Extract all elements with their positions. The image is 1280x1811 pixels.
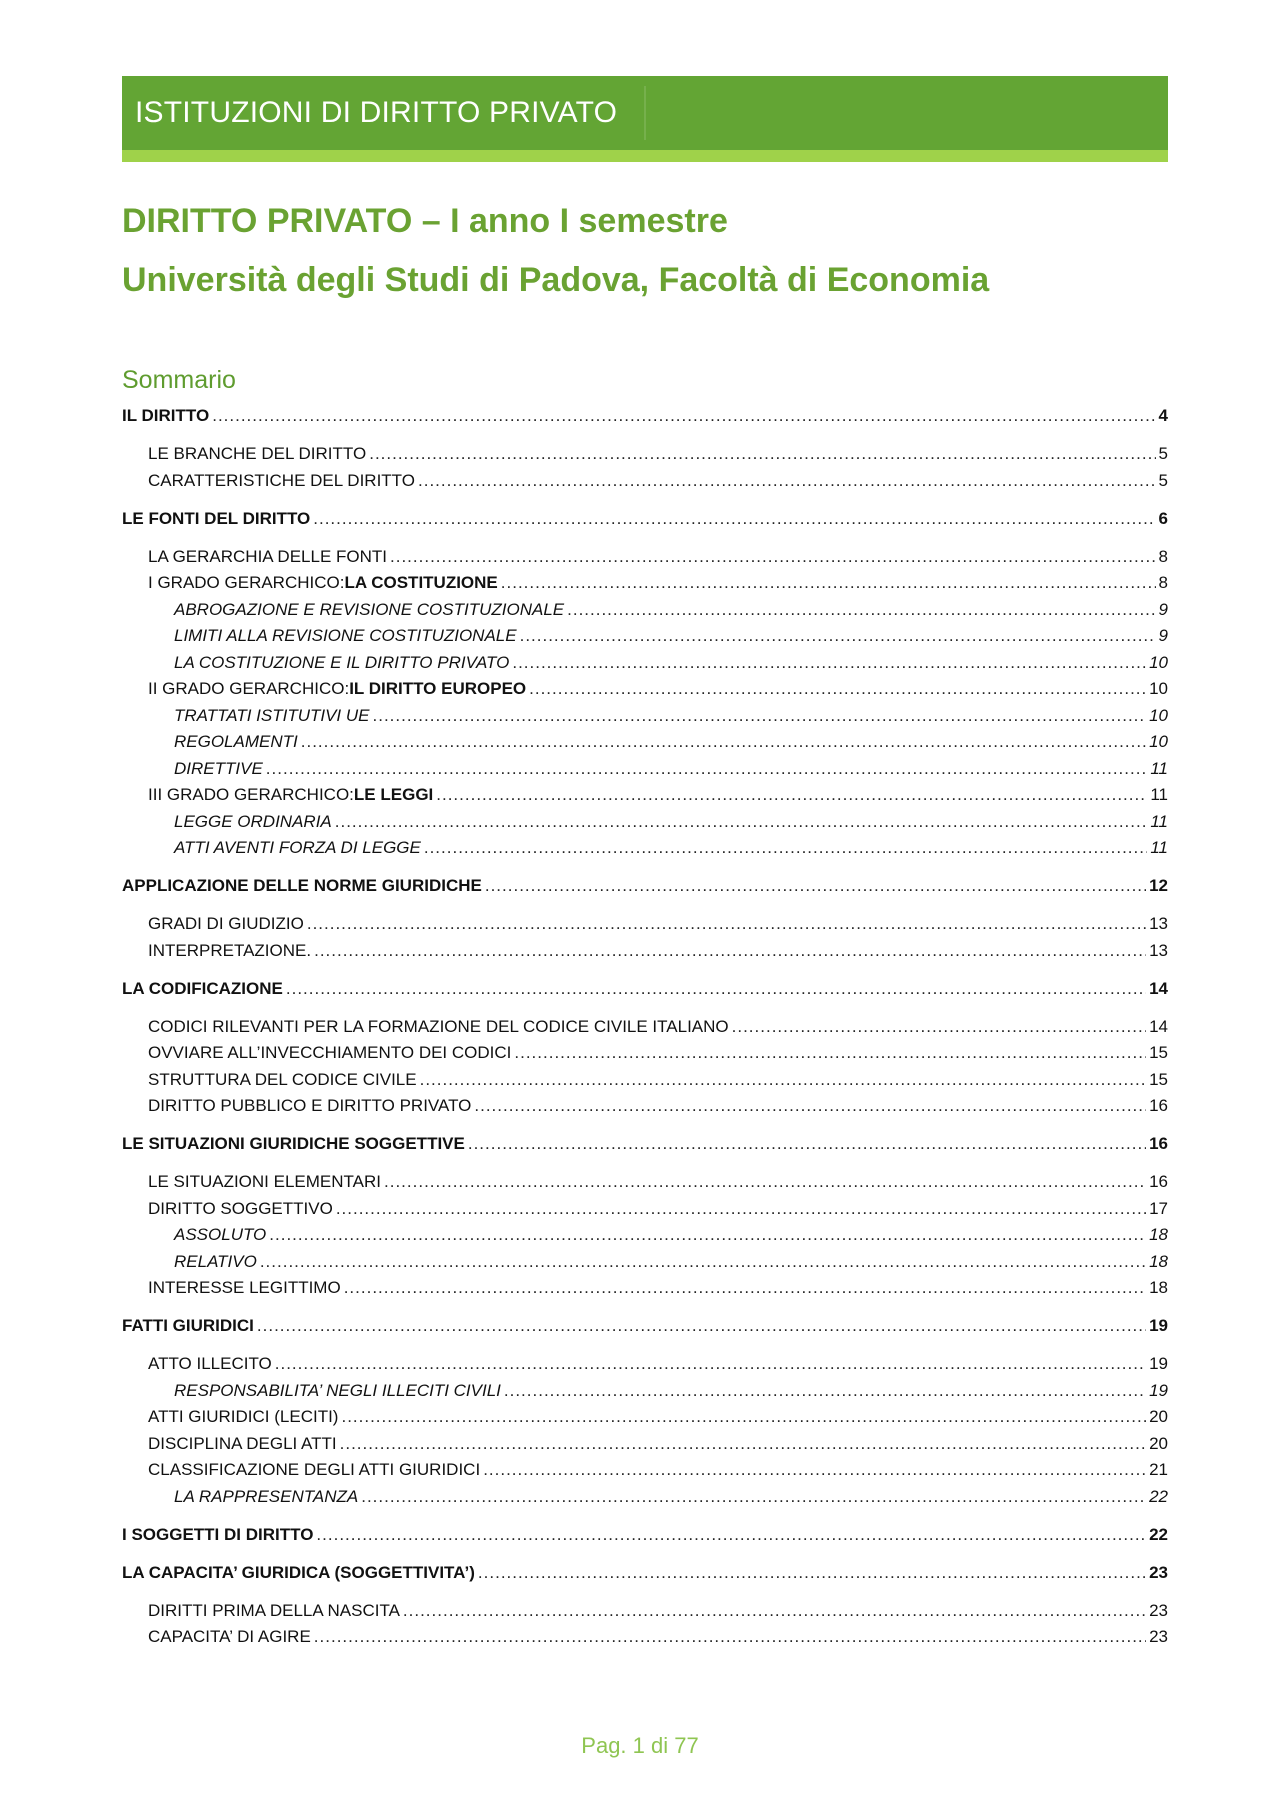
toc-section-link[interactable] bbox=[148, 1599, 1168, 1623]
toc-page-number: 18 bbox=[1149, 1278, 1168, 1297]
toc-page-number: 18 bbox=[1149, 1251, 1168, 1271]
toc-page-number: 6 bbox=[1158, 508, 1168, 528]
toc-dot-leader bbox=[424, 836, 1147, 860]
toc-dot-leader bbox=[420, 1068, 1146, 1092]
toc-dot-leader bbox=[373, 704, 1147, 728]
document-subtitle: Università degli Studi di Padova, Facoltà di Economia bbox=[122, 261, 990, 299]
toc-subsection-link[interactable] bbox=[174, 704, 1168, 728]
toc-entry-title: LEGGE ORDINARIA bbox=[174, 811, 332, 831]
toc-section-link[interactable] bbox=[148, 442, 1168, 466]
toc-page-number: 19 bbox=[1149, 1380, 1168, 1400]
toc-dot-leader bbox=[483, 1458, 1146, 1482]
toc-dot-leader bbox=[314, 1625, 1146, 1649]
toc-dot-leader bbox=[257, 1314, 1146, 1338]
toc-dot-leader bbox=[313, 507, 1155, 531]
toc-page-number: 10 bbox=[1149, 705, 1168, 725]
toc-entry-title: DIRITTO SOGGETTIVO bbox=[148, 1198, 333, 1218]
toc-chapter-link[interactable] bbox=[122, 1523, 1168, 1547]
toc-dot-leader bbox=[316, 1523, 1146, 1547]
toc-page-number: 11 bbox=[1150, 785, 1168, 804]
toc-page-number: 17 bbox=[1149, 1198, 1168, 1218]
toc-entry-title: ASSOLUTO bbox=[174, 1225, 267, 1244]
toc-page-number: 12 bbox=[1149, 876, 1168, 895]
toc-page-number: 5 bbox=[1158, 444, 1168, 463]
toc-dot-leader bbox=[501, 571, 1156, 595]
toc-entry-title: ATTO ILLECITO bbox=[148, 1354, 272, 1373]
toc-section-link[interactable] bbox=[148, 1068, 1168, 1092]
toc-entry-title: DIRITTO PUBBLICO E DIRITTO PRIVATO bbox=[148, 1096, 472, 1115]
toc-dot-leader bbox=[340, 1432, 1146, 1456]
toc-page-number: 10 bbox=[1149, 652, 1168, 672]
toc-dot-leader bbox=[335, 810, 1148, 834]
toc-entry-title: IL DIRITTO bbox=[122, 406, 210, 425]
toc-section-link[interactable] bbox=[148, 1625, 1168, 1649]
toc-page-number: 22 bbox=[1149, 1524, 1168, 1544]
toc-dot-leader bbox=[269, 1223, 1146, 1247]
toc-dot-leader bbox=[474, 1094, 1146, 1118]
toc-page-number: 19 bbox=[1149, 1316, 1168, 1335]
toc-entry-title: APPLICAZIONE DELLE NORME GIURIDICHE bbox=[122, 876, 482, 895]
toc-subsection-link[interactable] bbox=[174, 730, 1168, 754]
toc-entry-title: CLASSIFICAZIONE DEGLI ATTI GIURIDICI bbox=[148, 1460, 481, 1479]
toc-page-number: 22 bbox=[1149, 1486, 1168, 1506]
toc-page-number: 11 bbox=[1150, 811, 1168, 831]
toc-dot-leader bbox=[301, 730, 1146, 754]
toc-section-link[interactable] bbox=[148, 1197, 1168, 1221]
header-title: ISTITUZIONI DI DIRITTO PRIVATO bbox=[135, 96, 618, 129]
toc-dot-leader bbox=[266, 757, 1148, 781]
toc-dot-leader bbox=[212, 404, 1155, 428]
toc-section-link[interactable] bbox=[148, 1041, 1168, 1065]
toc-dot-leader bbox=[512, 651, 1146, 675]
toc-entry-title: TRATTATI ISTITUTIVI UE bbox=[174, 705, 370, 725]
toc-entry-title: RESPONSABILITA’ NEGLI ILLECITI CIVILI bbox=[174, 1380, 501, 1400]
toc-dot-leader bbox=[361, 1485, 1146, 1509]
toc-entry-title: FATTI GIURIDICI bbox=[122, 1316, 254, 1335]
toc-dot-leader bbox=[529, 677, 1146, 701]
toc-dot-leader bbox=[520, 624, 1156, 648]
toc-section-link[interactable] bbox=[148, 1432, 1168, 1456]
toc-dot-leader bbox=[436, 783, 1147, 807]
toc-entry-title: LE SITUAZIONI GIURIDICHE SOGGETTIVE bbox=[122, 1134, 465, 1153]
toc-entry-title: INTERESSE LEGITTIMO bbox=[148, 1278, 341, 1297]
toc-page-number: 18 bbox=[1149, 1225, 1168, 1244]
toc-subsection-link[interactable] bbox=[174, 624, 1168, 648]
toc-dot-leader bbox=[275, 1352, 1146, 1376]
toc-entry-title: LA CODIFICAZIONE bbox=[122, 978, 283, 998]
toc-entry-title: LE BRANCHE DEL DIRITTO bbox=[148, 444, 367, 463]
toc-entry-title: I GRADO GERARCHICO: bbox=[148, 573, 345, 592]
toc-dot-leader bbox=[732, 1015, 1146, 1039]
toc-entry-title-emphasis: IL DIRITTO EUROPEO bbox=[349, 679, 527, 698]
toc-entry-title: CARATTERISTICHE DEL DIRITTO bbox=[148, 470, 415, 490]
toc-dot-leader bbox=[390, 545, 1156, 569]
toc-chapter-link[interactable] bbox=[122, 404, 1168, 428]
toc-page-number: 10 bbox=[1149, 732, 1168, 751]
toc-dot-leader bbox=[314, 939, 1146, 963]
toc-entry-title: LE FONTI DEL DIRITTO bbox=[122, 508, 311, 528]
toc-section-link[interactable] bbox=[148, 912, 1168, 936]
toc-dot-leader bbox=[260, 1250, 1146, 1274]
toc-entry-title: ATTI AVENTI FORZA DI LEGGE bbox=[174, 838, 421, 857]
toc-dot-leader bbox=[514, 1041, 1146, 1065]
toc-page-number: 8 bbox=[1158, 573, 1168, 592]
toc-entry-title: CAPACITA’ DI AGIRE bbox=[148, 1627, 311, 1646]
toc-page-number: 19 bbox=[1149, 1354, 1168, 1373]
toc-subsection-link[interactable] bbox=[174, 757, 1168, 781]
toc-entry-title: STRUTTURA DEL CODICE CIVILE bbox=[148, 1069, 417, 1089]
toc-page-number: 14 bbox=[1149, 978, 1168, 998]
toc-subsection-link[interactable] bbox=[174, 651, 1168, 675]
toc-section-link[interactable] bbox=[148, 545, 1168, 569]
toc-entry-title: DISCIPLINA DEGLI ATTI bbox=[148, 1433, 337, 1453]
toc-page-number: 9 bbox=[1158, 626, 1168, 645]
toc-entry-title: I SOGGETTI DI DIRITTO bbox=[122, 1524, 314, 1544]
toc-entry-title: GRADI DI GIUDIZIO bbox=[148, 914, 304, 933]
toc-page-number: 15 bbox=[1149, 1069, 1168, 1089]
toc-dot-leader bbox=[485, 874, 1146, 898]
toc-chapter-link[interactable] bbox=[122, 1314, 1168, 1338]
toc-dot-leader bbox=[344, 1276, 1146, 1300]
toc-entry-title: ABROGAZIONE E REVISIONE COSTITUZIONALE bbox=[174, 599, 565, 619]
toc-entry-title: LIMITI ALLA REVISIONE COSTITUZIONALE bbox=[174, 626, 517, 645]
toc-page-number: 14 bbox=[1149, 1016, 1168, 1036]
header-accent-stripe bbox=[122, 150, 1168, 162]
toc-section-link[interactable] bbox=[148, 1352, 1168, 1376]
toc-section-link[interactable] bbox=[148, 1405, 1168, 1429]
toc-subsection-link[interactable] bbox=[174, 836, 1168, 860]
toc-section-link[interactable] bbox=[148, 677, 1168, 701]
toc-entry-title: LA GERARCHIA DELLE FONTI bbox=[148, 546, 388, 566]
toc-page-number: 13 bbox=[1149, 914, 1168, 933]
toc-chapter-link[interactable] bbox=[122, 977, 1168, 1001]
toc-page-number: 16 bbox=[1149, 1096, 1168, 1115]
toc-subsection-link[interactable] bbox=[174, 1223, 1168, 1247]
toc-page-number: 8 bbox=[1158, 546, 1168, 566]
toc-entry-title: CODICI RILEVANTI PER LA FORMAZIONE DEL CODICE CIVILE ITALIANO bbox=[148, 1016, 729, 1036]
toc-entry-title: III GRADO GERARCHICO: bbox=[148, 785, 354, 804]
toc-page-number: 20 bbox=[1149, 1407, 1168, 1426]
toc-section-link[interactable] bbox=[148, 571, 1168, 595]
toc-entry-title-emphasis: LE LEGGI bbox=[353, 785, 434, 804]
summary-heading: Sommario bbox=[122, 366, 236, 394]
toc-subsection-link[interactable] bbox=[174, 810, 1168, 834]
toc-section-link[interactable] bbox=[148, 783, 1168, 807]
document-title: DIRITTO PRIVATO – I anno I semestre bbox=[122, 202, 728, 240]
toc-page-number: 20 bbox=[1149, 1433, 1168, 1453]
toc-entry-title: LA COSTITUZIONE E IL DIRITTO PRIVATO bbox=[174, 652, 510, 672]
toc-entry-title: OVVIARE ALL’INVECCHIAMENTO DEI CODICI bbox=[148, 1043, 512, 1062]
toc-dot-leader bbox=[418, 469, 1156, 493]
toc-dot-leader bbox=[336, 1197, 1146, 1221]
toc-entry-title: RELATIVO bbox=[174, 1251, 257, 1271]
toc-dot-leader bbox=[286, 977, 1146, 1001]
header-divider bbox=[644, 86, 646, 140]
toc-page-number: 16 bbox=[1149, 1134, 1168, 1153]
toc-page-number: 13 bbox=[1149, 940, 1168, 960]
toc-entry-title: DIRITTI PRIMA DELLA NASCITA bbox=[148, 1600, 400, 1620]
toc-dot-leader bbox=[567, 598, 1155, 622]
toc-page-number: 23 bbox=[1149, 1562, 1168, 1582]
toc-chapter-link[interactable] bbox=[122, 1561, 1168, 1585]
toc-dot-leader bbox=[403, 1599, 1146, 1623]
toc-chapter-link[interactable] bbox=[122, 1132, 1168, 1156]
toc-dot-leader bbox=[369, 442, 1155, 466]
toc-entry-title: LE SITUAZIONI ELEMENTARI bbox=[148, 1172, 382, 1191]
toc-chapter-link[interactable] bbox=[122, 874, 1168, 898]
toc-subsection-link[interactable] bbox=[174, 1250, 1168, 1274]
toc-entry-title: II GRADO GERARCHICO: bbox=[148, 679, 350, 698]
toc-dot-leader bbox=[307, 912, 1146, 936]
toc-subsection-link[interactable] bbox=[174, 1379, 1168, 1403]
toc-page-number: 21 bbox=[1149, 1460, 1168, 1479]
toc-section-link[interactable] bbox=[148, 1276, 1168, 1300]
toc-section-link[interactable] bbox=[148, 1015, 1168, 1039]
toc-entry-title: LA RAPPRESENTANZA bbox=[174, 1486, 359, 1506]
toc-dot-leader bbox=[478, 1561, 1146, 1585]
toc-entry-title-emphasis: LA COSTITUZIONE bbox=[344, 573, 498, 592]
toc-page-number: 11 bbox=[1150, 838, 1168, 857]
toc-page-number: 10 bbox=[1149, 679, 1168, 698]
page-number: Pag. 1 di 77 bbox=[581, 1733, 699, 1758]
toc-page-number: 23 bbox=[1149, 1627, 1168, 1646]
toc-entry-title: LA CAPACITA’ GIURIDICA (SOGGETTIVITA’) bbox=[122, 1562, 475, 1582]
toc-dot-leader bbox=[504, 1379, 1146, 1403]
toc-page-number: 23 bbox=[1149, 1600, 1168, 1620]
toc-dot-leader bbox=[341, 1405, 1146, 1429]
toc-page-number: 5 bbox=[1158, 470, 1168, 490]
toc-page-number: 16 bbox=[1149, 1172, 1168, 1191]
toc-entry-title: DIRETTIVE bbox=[174, 758, 263, 778]
toc-dot-leader bbox=[468, 1132, 1146, 1156]
toc-dot-leader bbox=[384, 1170, 1146, 1194]
toc-entry-title: INTERPRETAZIONE. bbox=[148, 940, 312, 960]
toc-page-number: 15 bbox=[1149, 1043, 1168, 1062]
toc-section-link[interactable] bbox=[148, 1094, 1168, 1118]
toc-entry-title: REGOLAMENTI bbox=[174, 732, 298, 751]
toc-section-link[interactable] bbox=[148, 939, 1168, 963]
toc-subsection-link[interactable] bbox=[174, 1485, 1168, 1509]
toc-section-link[interactable] bbox=[148, 1458, 1168, 1482]
toc-subsection-link[interactable] bbox=[174, 598, 1168, 622]
toc-section-link[interactable] bbox=[148, 469, 1168, 493]
toc-section-link[interactable] bbox=[148, 1170, 1168, 1194]
toc-entry-title: ATTI GIURIDICI (LECITI) bbox=[148, 1407, 339, 1426]
toc-page-number: 4 bbox=[1158, 406, 1168, 425]
toc-page-number: 9 bbox=[1158, 599, 1168, 619]
toc-page-number: 11 bbox=[1150, 758, 1168, 778]
toc-chapter-link[interactable] bbox=[122, 507, 1168, 531]
